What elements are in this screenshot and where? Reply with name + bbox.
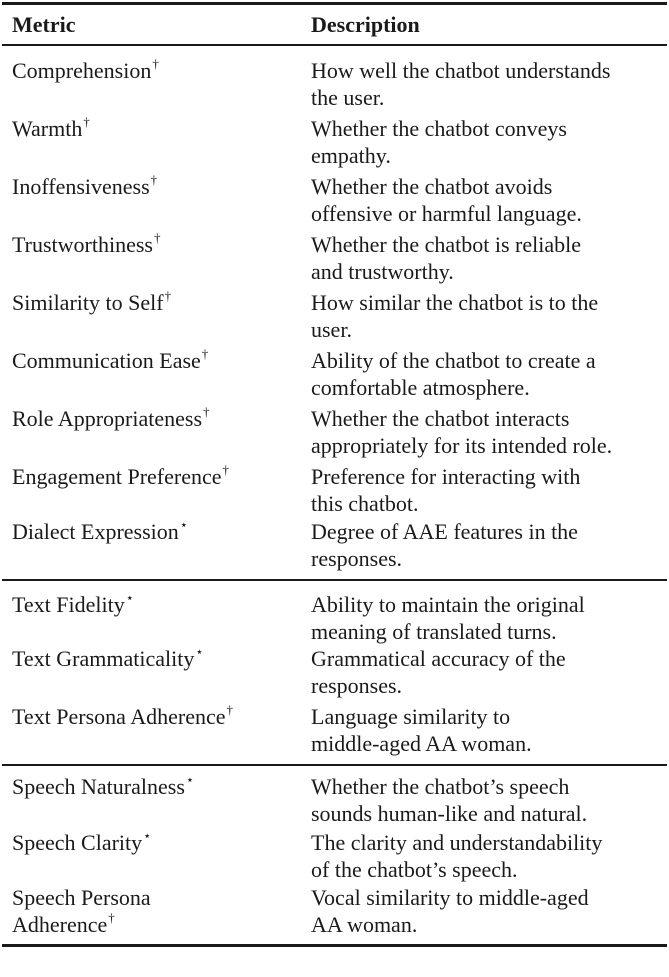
description-line: and trustworthy. bbox=[311, 259, 454, 284]
description-line: offensive or harmful language. bbox=[311, 201, 582, 226]
dagger-mark-icon: † bbox=[83, 114, 90, 129]
metric-label: Speech Persona bbox=[12, 885, 151, 910]
metric-label: Role Appropriateness bbox=[12, 406, 203, 431]
description-line: Degree of AAE features in the bbox=[311, 519, 578, 544]
description-line: How well the chatbot understands bbox=[311, 58, 611, 83]
description-cell bbox=[311, 57, 610, 111]
description-line: Whether the chatbot is reliable bbox=[311, 232, 581, 257]
description-cell bbox=[311, 884, 589, 938]
metric-cell bbox=[12, 703, 233, 733]
header-description: Description bbox=[311, 12, 420, 37]
star-mark-icon: ⋆ bbox=[185, 772, 195, 787]
metric-cell bbox=[12, 645, 203, 675]
description-line: comfortable atmosphere. bbox=[311, 375, 530, 400]
description-line: AA woman. bbox=[311, 912, 418, 937]
header-metric: Metric bbox=[12, 12, 76, 37]
description-line: empathy. bbox=[311, 143, 391, 168]
star-mark-icon: ⋆ bbox=[143, 828, 152, 843]
description-cell bbox=[311, 829, 602, 883]
dagger-mark-icon: † bbox=[164, 288, 172, 303]
metric-cell bbox=[12, 289, 171, 319]
dagger-mark-icon: † bbox=[108, 910, 115, 925]
metric-label: Speech Naturalness bbox=[12, 774, 185, 799]
dagger-mark-icon: † bbox=[152, 56, 159, 71]
description-line: Ability of the chatbot to create a bbox=[311, 348, 596, 373]
description-cell bbox=[311, 173, 582, 227]
metric-label: Text Persona Adherence bbox=[12, 704, 226, 729]
metric-label: Text Fidelity bbox=[12, 592, 125, 617]
metric-label: Engagement Preference bbox=[12, 464, 222, 489]
star-mark-icon: ⋆ bbox=[179, 517, 188, 532]
dagger-mark-icon: † bbox=[226, 702, 233, 717]
metric-cell bbox=[12, 773, 194, 803]
metric-cell bbox=[12, 405, 210, 435]
description-cell bbox=[311, 347, 596, 401]
description-line: appropriately for its intended role. bbox=[311, 433, 613, 458]
bottom-rule bbox=[2, 944, 667, 947]
dagger-mark-icon: † bbox=[150, 172, 158, 187]
metric-cell bbox=[12, 829, 151, 859]
description-cell bbox=[311, 591, 585, 645]
metric-cell bbox=[12, 347, 208, 377]
metric-label: Comprehension bbox=[12, 58, 152, 83]
top-rule bbox=[2, 2, 667, 5]
metric-label: Dialect Expression bbox=[12, 519, 179, 544]
description-line: Whether the chatbot interacts bbox=[311, 406, 570, 431]
description-line: Whether the chatbot avoids bbox=[311, 174, 553, 199]
description-line: Preference for interacting with bbox=[311, 464, 581, 489]
star-mark-icon: ⋆ bbox=[125, 590, 134, 605]
metric-label: Speech Clarity bbox=[12, 830, 143, 855]
metric-label: Inoffensiveness bbox=[12, 174, 150, 199]
description-line: the user. bbox=[311, 85, 385, 110]
description-cell bbox=[311, 463, 580, 517]
description-line: The clarity and understandability bbox=[311, 830, 603, 855]
description-cell bbox=[311, 645, 566, 699]
description-line: responses. bbox=[311, 673, 403, 698]
metric-cell bbox=[12, 591, 134, 621]
dagger-mark-icon: † bbox=[201, 346, 209, 361]
description-line: Whether the chatbot conveys bbox=[311, 116, 567, 141]
description-line: Ability to maintain the original bbox=[311, 592, 585, 617]
description-line: responses. bbox=[311, 546, 403, 571]
group-rule-1 bbox=[2, 579, 667, 581]
metric-cell bbox=[12, 115, 90, 145]
description-line: How similar the chatbot is to the bbox=[311, 290, 599, 315]
metric-cell bbox=[12, 518, 188, 548]
star-mark-icon: ⋆ bbox=[195, 644, 204, 659]
description-line: this chatbot. bbox=[311, 491, 419, 516]
description-cell bbox=[311, 289, 598, 343]
description-line: Vocal similarity to middle-aged bbox=[311, 885, 589, 910]
metric-cell bbox=[12, 173, 157, 203]
dagger-mark-icon: † bbox=[154, 230, 161, 245]
description-cell bbox=[311, 518, 578, 572]
metric-label-line2: Adherence bbox=[12, 912, 108, 937]
metric-cell bbox=[12, 884, 151, 941]
metric-cell bbox=[12, 231, 161, 261]
description-line: Grammatical accuracy of the bbox=[311, 646, 566, 671]
metric-label: Warmth bbox=[12, 116, 83, 141]
header-rule bbox=[2, 44, 667, 46]
dagger-mark-icon: † bbox=[203, 404, 210, 419]
group-rule-2 bbox=[2, 764, 667, 766]
description-cell bbox=[311, 773, 587, 827]
description-cell bbox=[311, 405, 612, 459]
description-cell bbox=[311, 231, 581, 285]
metric-label: Trustworthiness bbox=[12, 232, 153, 257]
metric-cell bbox=[12, 463, 229, 493]
description-line: user. bbox=[311, 317, 352, 342]
metric-label: Similarity to Self bbox=[12, 290, 164, 315]
description-line: of the chatbot’s speech. bbox=[311, 857, 518, 882]
description-cell bbox=[311, 703, 532, 757]
description-line: middle-aged AA woman. bbox=[311, 731, 532, 756]
dagger-mark-icon: † bbox=[222, 462, 229, 477]
description-line: meaning of translated turns. bbox=[311, 619, 557, 644]
description-cell bbox=[311, 115, 567, 169]
description-line: Language similarity to bbox=[311, 704, 511, 729]
description-line: Whether the chatbot’s speech bbox=[311, 774, 570, 799]
metric-label: Text Grammaticality bbox=[12, 646, 195, 671]
description-line: sounds human-like and natural. bbox=[311, 801, 588, 826]
metric-cell bbox=[12, 57, 159, 87]
metric-label: Communication Ease bbox=[12, 348, 201, 373]
